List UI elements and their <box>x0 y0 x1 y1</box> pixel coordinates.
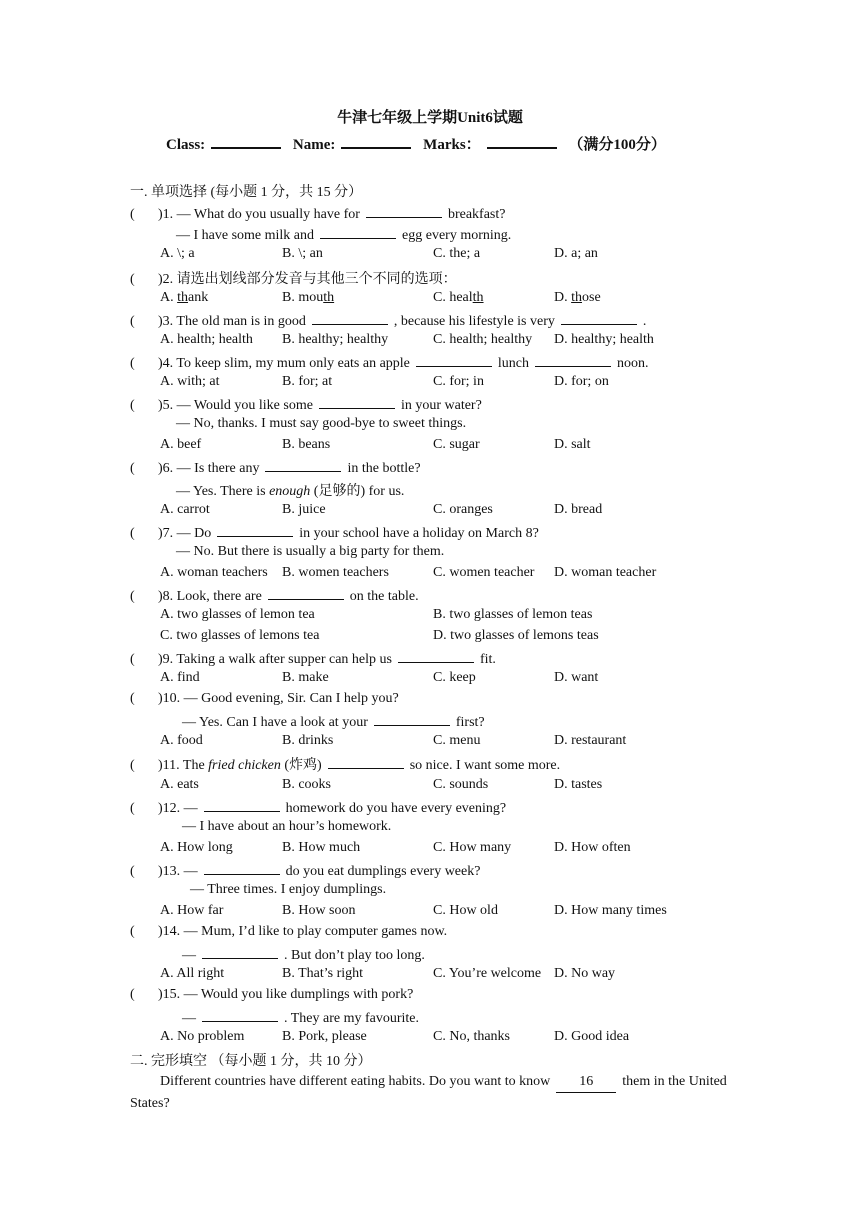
option-d: D. a; an <box>554 246 598 261</box>
question-4: ( )4. To keep slim, my mum only eats an apple lunch noon. <box>130 353 649 372</box>
answer-blank <box>265 458 341 472</box>
option-d: D. woman teacher <box>554 565 657 580</box>
option-d: D. for; on <box>554 374 609 389</box>
page-title: 牛津七年级上学期Unit6试题 <box>337 110 523 126</box>
option-b: B. two glasses of lemon teas <box>433 607 593 622</box>
question-5-options <box>160 437 720 457</box>
question-6-line2: — Yes. There is enough (足够的) for us. <box>176 484 405 499</box>
question-1: ( )1. — What do you usually have for breakfast? <box>130 204 505 223</box>
question-13-line2: — Three times. I enjoy dumplings. <box>190 882 387 897</box>
option-a: A. carrot <box>160 502 210 517</box>
full-score-note: （满分100分） <box>568 137 666 153</box>
option-b: B. juice <box>282 502 326 517</box>
cloze-blank-16: 16 <box>556 1071 616 1093</box>
option-b: B. make <box>282 670 329 685</box>
question-9-options <box>160 670 720 690</box>
option-a: A. two glasses of lemon tea <box>160 607 315 622</box>
question-2-options <box>160 290 720 310</box>
question-9: ( )9. Taking a walk after supper can help us fit. <box>130 649 496 668</box>
option-a: A. \; a <box>160 246 195 261</box>
option-d: D. want <box>554 670 599 685</box>
option-d: D. healthy; health <box>554 332 654 347</box>
answer-blank <box>202 1008 278 1022</box>
answer-blank <box>328 755 404 769</box>
option-a: A. All right <box>160 966 225 981</box>
option-c: C. the; a <box>433 246 481 261</box>
option-b: B. cooks <box>282 777 331 792</box>
question-1-options <box>160 246 720 266</box>
question-5-line2: — No, thanks. I must say good-bye to sweet things. <box>176 416 467 431</box>
marks-label: Marks： <box>423 137 481 153</box>
question-12-line2: — I have about an hour’s homework. <box>182 819 392 834</box>
option-a: A. eats <box>160 777 199 792</box>
answer-blank <box>204 861 280 875</box>
option-a: A. How long <box>160 840 233 855</box>
option-c: C. sounds <box>433 777 489 792</box>
question-4-options <box>160 374 720 394</box>
question-7-line2: — No. But there is usually a big party for them. <box>176 544 445 559</box>
answer-paren: ( <box>130 207 135 222</box>
option-b: B. for; at <box>282 374 333 389</box>
option-c: C. keep <box>433 670 476 685</box>
question-15-options <box>160 1029 720 1049</box>
option-c: C. sugar <box>433 437 480 452</box>
option-b: B. mouth <box>282 290 335 305</box>
question-1-line2: — I have some milk and egg every morning. <box>176 225 511 244</box>
question-8-options-row2 <box>160 628 720 648</box>
option-c: C. menu <box>433 733 481 748</box>
option-c: C. oranges <box>433 502 493 517</box>
question-15-line2: — . They are my favourite. <box>182 1008 419 1027</box>
option-d: D. two glasses of lemons teas <box>433 628 599 643</box>
option-b: B. Pork, please <box>282 1029 367 1044</box>
option-a: A. thank <box>160 290 209 305</box>
question-7: ( )7. — Do in your school have a holiday on March 8? <box>130 523 539 542</box>
option-a: A. woman teachers <box>160 565 268 580</box>
option-b: B. That’s right <box>282 966 364 981</box>
question-11-options <box>160 777 720 797</box>
question-2: ( )2. 请选出划线部分发音与其他三个不同的选项： <box>130 272 457 287</box>
answer-blank <box>561 311 637 325</box>
question-10-options <box>160 733 720 753</box>
cloze-passage: Different countries have different eating habits. Do you want to know 16 them in the United States? <box>130 1071 735 1114</box>
option-b: B. drinks <box>282 733 334 748</box>
option-b: B. How soon <box>282 903 356 918</box>
section2-heading: 二. 完形填空 （每小题 1 分，共 10 分） <box>130 1054 372 1069</box>
option-d: D. tastes <box>554 777 603 792</box>
option-d: D. salt <box>554 437 591 452</box>
question-14-options <box>160 966 720 986</box>
question-6: ( )6. — Is there any in the bottle? <box>130 458 421 477</box>
option-c: C. No, thanks <box>433 1029 510 1044</box>
option-a: A. beef <box>160 437 202 452</box>
option-b: B. women teachers <box>282 565 389 580</box>
question-15: ( )15. — Would you like dumplings with pork? <box>130 987 414 1002</box>
option-d: D. those <box>554 290 601 305</box>
option-a: A. find <box>160 670 200 685</box>
question-5: ( )5. — Would you like some in your water? <box>130 395 482 414</box>
answer-blank <box>319 395 395 409</box>
option-b: B. healthy; healthy <box>282 332 389 347</box>
question-7-options <box>160 565 720 585</box>
option-c: C. You’re welcome <box>433 966 542 981</box>
option-c: C. health <box>433 290 484 305</box>
answer-blank <box>366 204 442 218</box>
question-12-options <box>160 840 720 860</box>
option-d: D. No way <box>554 966 616 981</box>
class-label: Class: <box>166 137 206 153</box>
question-3-options <box>160 332 720 352</box>
question-6-options <box>160 502 720 522</box>
option-c: C. How many <box>433 840 512 855</box>
answer-blank <box>398 649 474 663</box>
option-d: D. restaurant <box>554 733 627 748</box>
name-blank <box>341 133 411 149</box>
option-c: C. How old <box>433 903 498 918</box>
question-14: ( )14. — Mum, I’d like to play computer games now. <box>130 924 448 939</box>
option-d: D. How many times <box>554 903 667 918</box>
question-10: ( )10. — Good evening, Sir. Can I help you? <box>130 691 399 706</box>
question-13-options <box>160 903 720 923</box>
question-3: ( )3. The old man is in good , because his lifestyle is very . <box>130 311 646 330</box>
answer-blank <box>268 586 344 600</box>
question-8-options-row1 <box>160 607 720 627</box>
section1-heading: 一. 单项选择 (每小题 1 分，共 15 分） <box>130 185 363 200</box>
class-blank <box>211 133 281 149</box>
answer-blank <box>374 712 450 726</box>
option-b: B. \; an <box>282 246 323 261</box>
name-label: Name: <box>292 137 336 153</box>
answer-blank <box>217 523 293 537</box>
option-d: D. Good idea <box>554 1029 630 1044</box>
answer-blank <box>312 311 388 325</box>
answer-blank <box>202 945 278 959</box>
question-11: ( )11. The fried chicken (炸鸡) so nice. I want some more. <box>130 754 560 774</box>
option-a: A. with; at <box>160 374 220 389</box>
option-c: C. two glasses of lemons tea <box>160 628 320 643</box>
question-13: ( )13. — do you eat dumplings every week? <box>130 861 480 880</box>
option-c: C. for; in <box>433 374 484 389</box>
answer-blank <box>204 798 280 812</box>
option-a: A. food <box>160 733 203 748</box>
student-info-line <box>166 133 672 154</box>
answer-blank <box>416 353 492 367</box>
option-c: C. health; healthy <box>433 332 533 347</box>
option-a: A. No problem <box>160 1029 245 1044</box>
answer-blank <box>535 353 611 367</box>
answer-blank <box>320 225 396 239</box>
option-d: D. How often <box>554 840 631 855</box>
marks-blank <box>487 133 557 149</box>
question-12: ( )12. — homework do you have every evening? <box>130 798 506 817</box>
option-a: A. health; health <box>160 332 253 347</box>
option-a: A. How far <box>160 903 224 918</box>
question-10-line2: — Yes. Can I have a look at your first? <box>182 712 485 731</box>
question-8: ( )8. Look, there are on the table. <box>130 586 419 605</box>
option-d: D. bread <box>554 502 603 517</box>
option-b: B. How much <box>282 840 361 855</box>
option-c: C. women teacher <box>433 565 535 580</box>
option-b: B. beans <box>282 437 331 452</box>
question-14-line2: — . But don’t play too long. <box>182 945 425 964</box>
